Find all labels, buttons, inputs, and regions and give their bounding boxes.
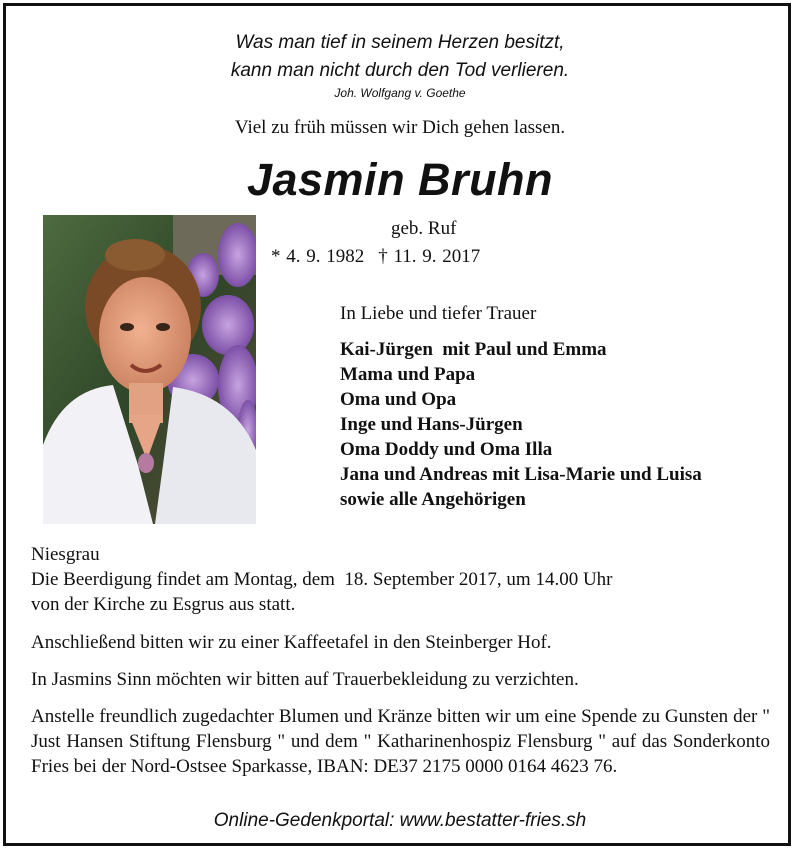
portrait-photo: [43, 215, 256, 524]
mourning-intro: In Liebe und tiefer Trauer: [340, 303, 537, 324]
donation-note: Anstelle freundlich zugedachter Blumen und Kränze bitten wir um eine Spende zu Gunsten der " Just Hansen Stiftung Flensburg " und dem " Katharinenhospiz Flensburg " auf das Sonderkonto Fries bei der Nord-Ostsee Sparkasse, IBAN: DE37 2175 0000 0164 4623 76.: [31, 706, 770, 777]
mourner-item: sowie alle Angehörigen: [340, 489, 526, 510]
quote-line-2: kann man nicht durch den Tod verlieren.: [230, 60, 570, 81]
deceased-name: Jasmin Bruhn: [246, 154, 554, 205]
intro-line: Viel zu früh müssen wir Dich gehen lassen.: [234, 117, 566, 138]
funeral-line-1: Die Beerdigung findet am Montag, dem 18. September 2017, um 14.00 Uhr: [31, 569, 613, 590]
mourner-item: Oma und Opa: [340, 389, 457, 410]
mourner-item: Mama und Papa: [340, 364, 476, 385]
online-memorial-portal: Online-Gedenkportal: www.bestatter-fries.sh: [213, 810, 587, 831]
place-name: Niesgrau: [31, 544, 100, 565]
birth-name: geb. Ruf: [391, 218, 457, 239]
life-dates: [271, 246, 480, 268]
funeral-details: [31, 567, 770, 617]
mourner-item: Oma Doddy und Oma Illa: [340, 439, 553, 460]
quote-author: Joh. Wolfgang v. Goethe: [334, 86, 466, 100]
mourner-item: Inge und Hans-Jürgen: [340, 414, 523, 435]
reception-note: Anschließend bitten wir zu einer Kaffeetafel in den Steinberger Hof.: [31, 632, 552, 653]
quote-line-1: Was man tief in seinem Herzen besitzt,: [235, 32, 565, 53]
funeral-line-2: von der Kirche zu Esgrus aus statt.: [31, 594, 296, 615]
mourners-list: [340, 337, 702, 512]
mourner-item: Jana und Andreas mit Lisa-Marie und Luisa: [340, 464, 702, 485]
death-date: † 11. 9. 2017: [378, 246, 481, 267]
birth-date: * 4. 9. 1982: [271, 246, 365, 267]
clothing-note: In Jasmins Sinn möchten wir bitten auf Trauerbekleidung zu verzichten.: [31, 669, 579, 690]
mourner-item: Kai-Jürgen mit Paul und Emma: [340, 339, 607, 360]
